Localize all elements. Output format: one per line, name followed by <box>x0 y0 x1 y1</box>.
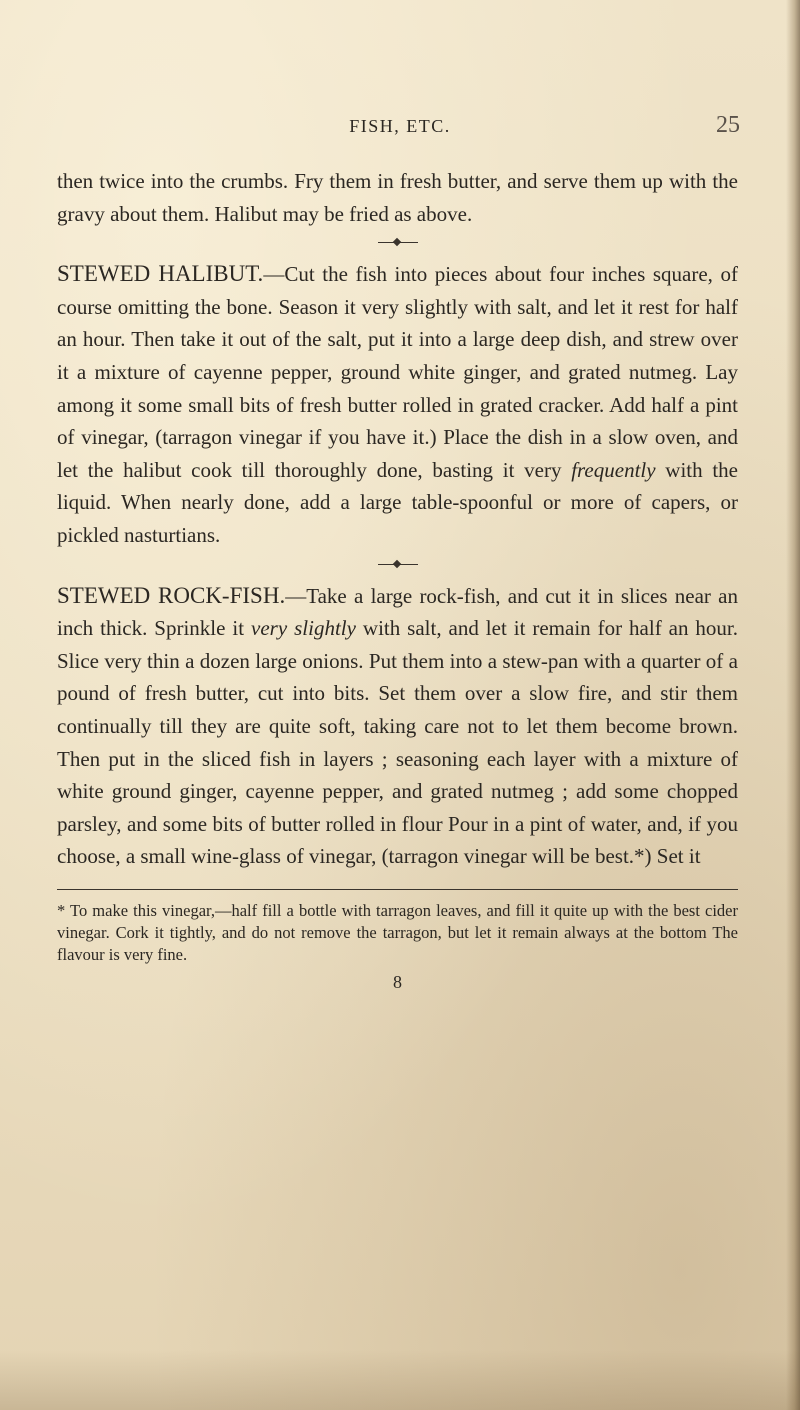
footnote: * To make this vinegar,—half fill a bottle with tarragon leaves, and fill it quite up with the best cider vinegar. Cork it tightly, and do not remove the tarragon, but let it remain always at the bottom The flavour is very fine. <box>57 900 738 964</box>
stewed-rockfish-title: STEWED ROCK-FISH. <box>57 582 286 608</box>
stewed-rockfish-emphasis: very slightly <box>251 616 356 641</box>
stewed-rockfish-recipe <box>57 580 738 873</box>
stewed-halibut-text-1: —Cut the fish into pieces about four inches square, of course omitting the bone. Season it very slightly with salt, and let it rest for half an hour. Then take it out of the salt, put it into a large deep dish, and strew over it a mixture of cayenne pepper, ground white ginger, and grated nutmeg. Lay among it some small bits of fresh butter rolled in grated cracker. Add half a pint of vinegar, (tarragon vinegar if you have it.) Place the dish in a slow oven, and let the halibut cook till thoroughly done, basting it very <box>57 262 738 482</box>
stewed-rockfish-text-1: —Take a large rock-fish, and cut it in slices near an inch thick. Sprinkle it <box>57 583 739 641</box>
stewed-rockfish-text-2: with salt, and let it remain for half an hour. Slice very thin a dozen large onions. Put them into a stew-pan with a quarter of a pound of fresh butter, cut into bits. Set them over a slow fire, and stir them continually till they are quite soft, taking care not to let them become brown. Then put in the sliced fish in layers ; seasoning each layer with a mixture of white ground ginger, cayenne pepper, and grated nutmeg ; add some chopped parsley, and some bits of butter rolled in flour Pour in a pint of water, and, if you choose, a small wine-glass of vinegar, (tarragon vinegar will be best.*) Set it <box>57 616 739 869</box>
page-bottom-shadow <box>0 1350 800 1410</box>
intro-paragraph: then twice into the crumbs. Fry them in fresh butter, and serve them up with the gravy about them. Halibut may be fried as above. <box>57 169 738 226</box>
stewed-halibut-emphasis: frequently <box>571 457 656 482</box>
section-divider <box>378 236 418 250</box>
stewed-halibut-text-2: with the liquid. When nearly done, add a large table-spoonful or more of capers, or pickled nasturtians. <box>57 457 738 547</box>
page-edge-shadow <box>786 0 800 1410</box>
signature-mark: 8 <box>393 971 402 992</box>
running-title: FISH, ETC. <box>349 116 451 136</box>
page-content <box>57 165 738 993</box>
stewed-halibut-title: STEWED HALIBUT. <box>57 261 264 287</box>
section-divider <box>378 558 418 572</box>
page-number: 25 <box>716 112 740 138</box>
running-head <box>60 112 740 142</box>
stewed-halibut-recipe <box>57 258 738 551</box>
footnote-rule <box>57 889 738 890</box>
